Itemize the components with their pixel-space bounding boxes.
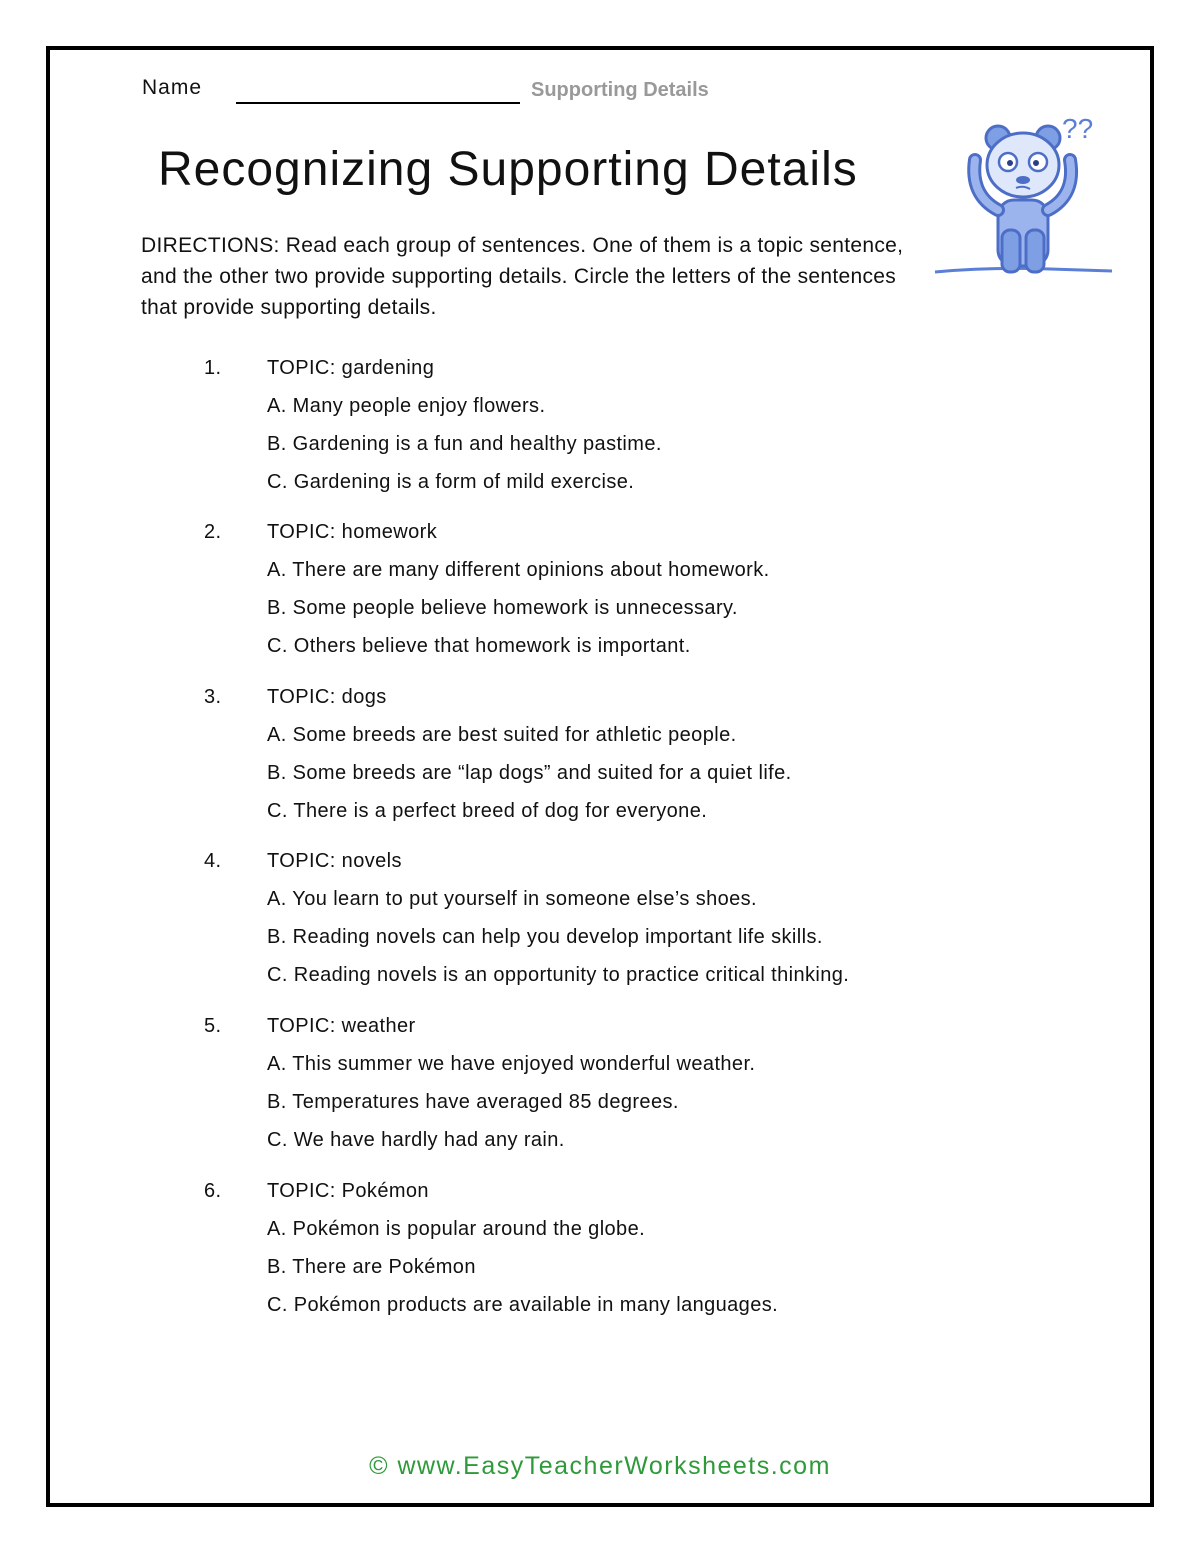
question-topic-row bbox=[204, 1180, 964, 1218]
directions-text: DIRECTIONS: Read each group of sentences. One of them is a topic sentence, and the other two provide supporting details. Circle the letters of the sentences that provide supporting details. bbox=[141, 234, 904, 319]
question-topic-row bbox=[204, 850, 964, 888]
question-topic: TOPIC: homework bbox=[267, 521, 438, 543]
option-a[interactable]: A. Some breeds are best suited for athletic people. bbox=[267, 724, 737, 746]
question-option-row bbox=[204, 1256, 964, 1294]
option-a[interactable]: A. Pokémon is popular around the globe. bbox=[267, 1218, 646, 1240]
ground-line bbox=[935, 268, 1112, 272]
option-c[interactable]: C. Others believe that homework is important. bbox=[267, 635, 691, 657]
question-option-row bbox=[204, 635, 964, 673]
confused-bear-illustration bbox=[930, 90, 1120, 290]
question-number: 2. bbox=[204, 521, 222, 543]
option-c[interactable]: C. Gardening is a form of mild exercise. bbox=[267, 471, 635, 493]
question-topic-row bbox=[204, 686, 964, 724]
name-blank-line[interactable] bbox=[236, 102, 520, 104]
footer-copyright: © www.EasyTeacherWorksheets.com bbox=[369, 1452, 831, 1480]
question-topic: TOPIC: Pokémon bbox=[267, 1180, 429, 1202]
option-b[interactable]: B. There are Pokémon bbox=[267, 1256, 476, 1278]
question-option-row bbox=[204, 800, 964, 838]
question-number: 4. bbox=[204, 850, 222, 872]
option-a[interactable]: A. There are many different opinions about homework. bbox=[267, 559, 770, 581]
question-topic: TOPIC: gardening bbox=[267, 357, 435, 379]
question-number: 3. bbox=[204, 686, 222, 708]
option-b[interactable]: B. Some people believe homework is unnecessary. bbox=[267, 597, 738, 619]
question-number: 1. bbox=[204, 357, 222, 379]
question-option-row bbox=[204, 559, 964, 597]
question-option-row bbox=[204, 762, 964, 800]
subject-label: Supporting Details bbox=[531, 79, 709, 101]
option-a[interactable]: A. Many people enjoy flowers. bbox=[267, 395, 546, 417]
question-option-row bbox=[204, 1129, 964, 1167]
question-2 bbox=[204, 521, 964, 673]
question-option-row bbox=[204, 1294, 964, 1332]
question-option-row bbox=[204, 597, 964, 635]
option-a[interactable]: A. This summer we have enjoyed wonderful weather. bbox=[267, 1053, 756, 1075]
question-3 bbox=[204, 686, 964, 838]
question-option-row bbox=[204, 1053, 964, 1091]
question-option-row bbox=[204, 926, 964, 964]
question-topic-row bbox=[204, 521, 964, 559]
question-option-row bbox=[204, 1218, 964, 1256]
question-topic: TOPIC: weather bbox=[267, 1015, 416, 1037]
question-mark-1: ?? bbox=[1062, 113, 1094, 144]
option-b[interactable]: B. Gardening is a fun and healthy pastime. bbox=[267, 433, 662, 455]
question-4 bbox=[204, 850, 964, 1002]
question-topic: TOPIC: novels bbox=[267, 850, 402, 872]
question-option-row bbox=[204, 433, 964, 471]
option-a[interactable]: A. You learn to put yourself in someone else’s shoes. bbox=[267, 888, 758, 910]
name-label: Name bbox=[142, 76, 203, 99]
option-b[interactable]: B. Temperatures have averaged 85 degrees. bbox=[267, 1091, 679, 1113]
question-option-row bbox=[204, 724, 964, 762]
page-title: Recognizing Supporting Details bbox=[158, 143, 858, 196]
option-c[interactable]: C. Reading novels is an opportunity to practice critical thinking. bbox=[267, 964, 850, 986]
question-number: 6. bbox=[204, 1180, 222, 1202]
question-6 bbox=[204, 1180, 964, 1332]
option-b[interactable]: B. Reading novels can help you develop important life skills. bbox=[267, 926, 823, 948]
question-topic-row bbox=[204, 357, 964, 395]
question-option-row bbox=[204, 395, 964, 433]
question-option-row bbox=[204, 471, 964, 509]
question-number: 5. bbox=[204, 1015, 222, 1037]
question-topic: TOPIC: dogs bbox=[267, 686, 387, 708]
option-c[interactable]: C. Pokémon products are available in many languages. bbox=[267, 1294, 779, 1316]
question-option-row bbox=[204, 964, 964, 1002]
question-5 bbox=[204, 1015, 964, 1167]
question-option-row bbox=[204, 888, 964, 926]
question-topic-row bbox=[204, 1015, 964, 1053]
option-c[interactable]: C. There is a perfect breed of dog for everyone. bbox=[267, 800, 708, 822]
question-option-row bbox=[204, 1091, 964, 1129]
option-b[interactable]: B. Some breeds are “lap dogs” and suited for a quiet life. bbox=[267, 762, 792, 784]
option-c[interactable]: C. We have hardly had any rain. bbox=[267, 1129, 565, 1151]
question-1 bbox=[204, 357, 964, 509]
